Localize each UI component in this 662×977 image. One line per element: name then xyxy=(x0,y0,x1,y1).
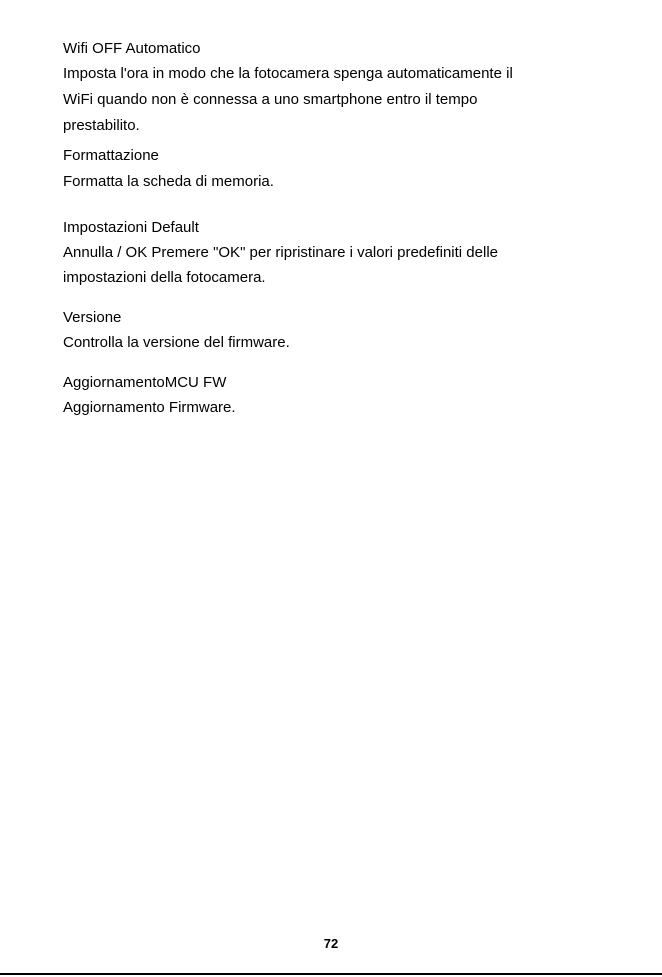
section-body-line: impostazioni della fotocamera. xyxy=(63,269,266,286)
section-body-line: Controlla la versione del firmware. xyxy=(63,334,290,351)
section-body-line: prestabilito. xyxy=(63,117,140,134)
section-title-formattazione: Formattazione xyxy=(63,147,159,164)
section-body-line: Annulla / OK Premere "OK" per ripristinare i valori predefiniti delle xyxy=(63,244,498,261)
page-bottom-border xyxy=(0,973,662,975)
section-title-impostazioni-default: Impostazioni Default xyxy=(63,219,199,236)
section-title-wifi-off: Wifi OFF Automatico xyxy=(63,40,201,57)
section-title-aggiornamento-mcu-fw: AggiornamentoMCU FW xyxy=(63,374,227,391)
section-title-versione: Versione xyxy=(63,309,122,326)
section-body-line: Formatta la scheda di memoria. xyxy=(63,173,274,190)
section-body-line: WiFi quando non è connessa a uno smartphone entro il tempo xyxy=(63,91,478,108)
section-body-line: Aggiornamento Firmware. xyxy=(63,399,236,416)
section-body-line: Imposta l'ora in modo che la fotocamera spenga automaticamente il xyxy=(63,65,513,82)
page-number: 72 xyxy=(323,936,339,951)
